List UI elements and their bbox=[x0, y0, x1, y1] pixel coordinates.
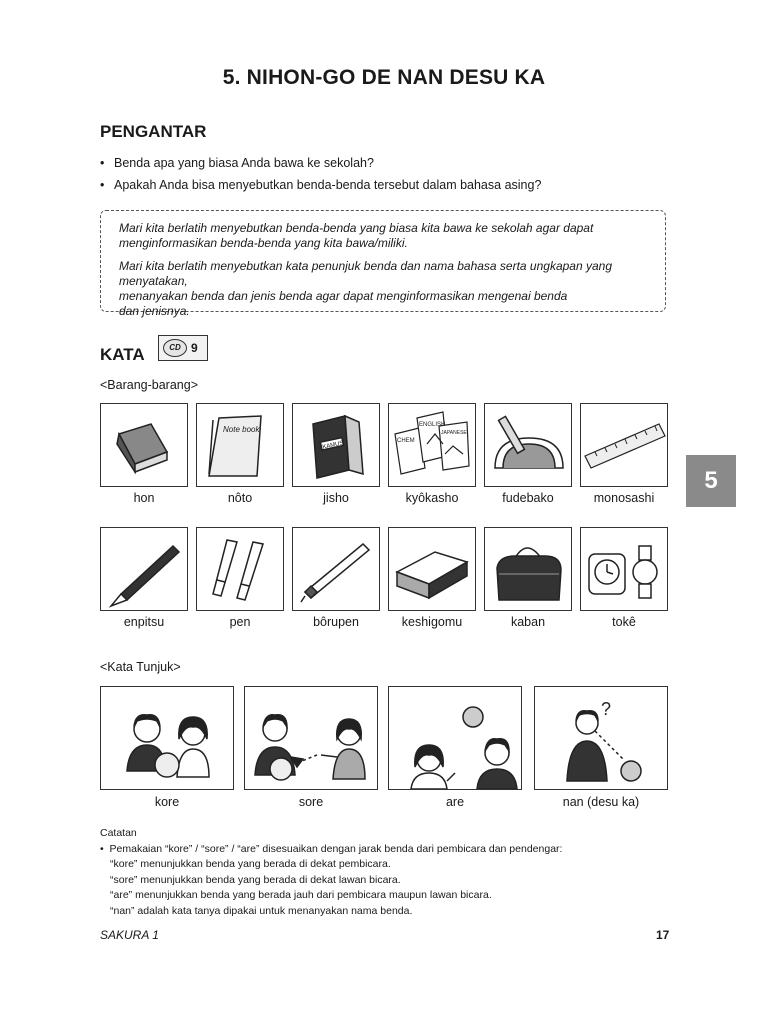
word-label: fudebako bbox=[502, 491, 554, 505]
bullet-item: • Apakah Anda bisa menyebutkan benda-benda tersebut dalam bahasa asing? bbox=[100, 178, 542, 192]
word-label: hon bbox=[133, 491, 155, 505]
footer-book-title: SAKURA 1 bbox=[100, 928, 159, 942]
ballpoint-pen-image bbox=[292, 527, 380, 611]
word-label: kaban bbox=[510, 615, 546, 629]
word-label: pen bbox=[229, 615, 251, 629]
word-label: monosashi bbox=[593, 491, 655, 505]
subheading-kata-tunjuk: <Kata Tunjuk> bbox=[100, 660, 181, 674]
english-label: ENGLISH bbox=[419, 422, 446, 428]
cd-track-number: 9 bbox=[191, 341, 198, 355]
word-label: kyôkasho bbox=[405, 491, 459, 505]
chem-label: CHEM bbox=[397, 438, 415, 444]
page-number: 17 bbox=[656, 928, 670, 942]
notes-line: • Pemakaian “kore” / “sore” / “are” disesuaikan dengan jarak benda dari pembicara dan pendengar: bbox=[100, 842, 563, 855]
word-label: nôto bbox=[227, 491, 253, 505]
pens-image bbox=[196, 527, 284, 611]
nan-image bbox=[534, 686, 668, 790]
pencil-image bbox=[100, 527, 188, 611]
clock-watch-image bbox=[580, 527, 668, 611]
word-label: bôrupen bbox=[313, 615, 359, 629]
cd-icon: CD bbox=[163, 339, 187, 357]
intro-box bbox=[100, 210, 666, 318]
cd-track-badge bbox=[158, 335, 208, 361]
dictionary-image bbox=[292, 403, 380, 487]
ruler-image bbox=[580, 403, 668, 487]
word-label: jisho bbox=[323, 491, 349, 505]
intro-paragraph-1: Mari kita berlatih menyebutkan benda-benda yang biasa kita bawa ke sekolah agar dapat menginformasikan benda-benda yang kita bawa/miliki. bbox=[119, 221, 594, 250]
notebook-label: Note book bbox=[223, 425, 260, 434]
pencil-case-image bbox=[484, 403, 572, 487]
section-heading-kata: KATA bbox=[100, 345, 145, 364]
notebook-image bbox=[196, 403, 284, 487]
are-image bbox=[388, 686, 522, 790]
chapter-tab: 5 bbox=[686, 455, 736, 507]
bullet-item: • Benda apa yang biasa Anda bawa ke sekolah? bbox=[100, 156, 374, 170]
page-title: 5. NIHON-GO DE NAN DESU KA bbox=[222, 66, 546, 89]
word-label: enpitsu bbox=[123, 615, 165, 629]
intro-paragraph-2: Mari kita berlatih menyebutkan kata penunjuk benda dan nama bahasa serta ungkapan yang menyatakan, menanyakan benda dan jenis benda agar dapat menginformasikan mengenai benda dan jenisnya. bbox=[119, 259, 613, 318]
eraser-image bbox=[388, 527, 476, 611]
notes-heading: Catatan bbox=[100, 827, 137, 839]
section-heading-pengantar: PENGANTAR bbox=[100, 122, 207, 141]
word-label: keshigomu bbox=[401, 615, 463, 629]
sore-image bbox=[244, 686, 378, 790]
notes-line: “sore” menunjukkan benda yang berada di dekat lawan bicara. bbox=[110, 873, 401, 886]
demonstrative-label: kore bbox=[154, 795, 180, 809]
subheading-barang: <Barang-barang> bbox=[100, 378, 198, 392]
textbooks-image bbox=[388, 403, 476, 487]
demonstrative-label: nan (desu ka) bbox=[562, 795, 640, 809]
demonstrative-label: are bbox=[445, 795, 465, 809]
notes-section bbox=[100, 826, 562, 919]
question-mark: ? bbox=[601, 699, 612, 719]
notes-line: “kore” menunjukkan benda yang berada di dekat pembicara. bbox=[110, 858, 391, 870]
book-image bbox=[100, 403, 188, 487]
demonstrative-label: sore bbox=[298, 795, 324, 809]
notes-line: “nan” adalah kata tanya dipakai untuk menanyakan nama benda. bbox=[110, 904, 413, 917]
kore-image bbox=[100, 686, 234, 790]
kamus-label: KAMUS bbox=[321, 440, 345, 451]
word-label: tokê bbox=[612, 615, 636, 629]
japanese-label: JAPANESE bbox=[441, 430, 467, 436]
notes-line: “are” menunjukkan benda yang berada jauh dari pembicara maupun lawan bicara. bbox=[110, 889, 492, 901]
bag-image bbox=[484, 527, 572, 611]
